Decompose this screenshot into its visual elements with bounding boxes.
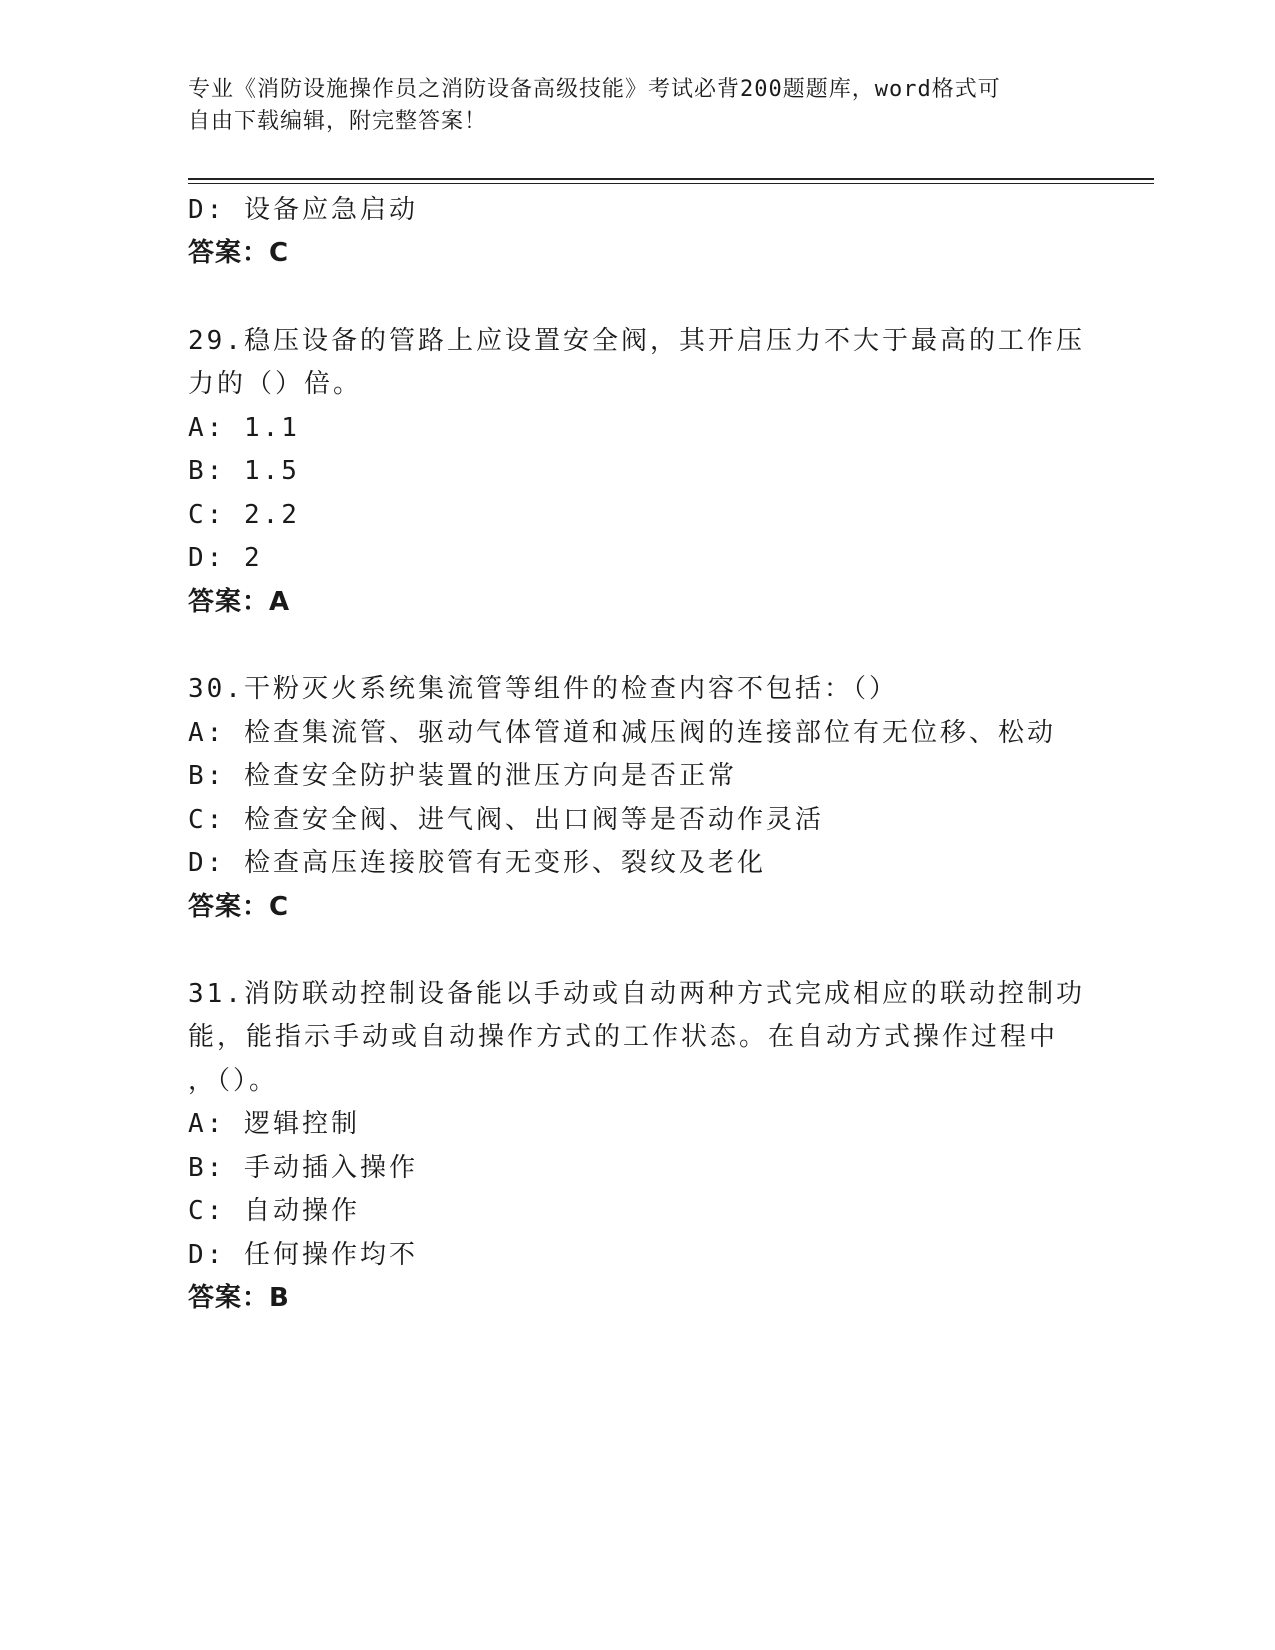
q29-option-a: A: 1.1	[188, 413, 300, 443]
q30-option-c: C: 检查安全阀、进气阀、出口阀等是否动作灵活	[188, 805, 824, 835]
q29-option-d: D: 2	[188, 543, 263, 573]
header-line-2: 自由下载编辑，附完整答案！	[188, 109, 488, 134]
q31-option-b: B: 手动插入操作	[188, 1153, 418, 1183]
document-header	[188, 74, 1088, 138]
q29-text-line-1: 29.稳压设备的管路上应设置安全阀，其开启压力不大于最高的工作压	[188, 326, 1085, 356]
q30-option-d: D: 检查高压连接胶管有无变形、裂纹及老化	[188, 848, 766, 878]
q31-option-a: A: 逻辑控制	[188, 1109, 360, 1139]
q31-option-d: D: 任何操作均不	[188, 1240, 418, 1270]
prev-option-d: D: 设备应急启动	[188, 195, 418, 225]
q31-text-line-2: 能，能指示手动或自动操作方式的工作状态。在自动方式操作过程中	[188, 1022, 1059, 1052]
header-divider-thin	[188, 183, 1154, 184]
q30-option-a: A: 检查集流管、驱动气体管道和减压阀的连接部位有无位移、松动	[188, 718, 1056, 748]
header-line-1: 专业《消防设施操作员之消防设备高级技能》考试必背200题题库，word格式可	[188, 77, 1001, 102]
q29-option-c: C: 2.2	[188, 500, 300, 530]
q31-text-line-3: ，（）。	[188, 1066, 279, 1096]
q30-answer: 答案：C	[188, 892, 290, 922]
q30-text-line-1: 30.干粉灭火系统集流管等组件的检查内容不包括：（）	[188, 674, 898, 704]
q31-answer: 答案：B	[188, 1283, 290, 1313]
q31-text-line-1: 31.消防联动控制设备能以手动或自动两种方式完成相应的联动控制功	[188, 979, 1085, 1009]
prev-answer: 答案：C	[188, 238, 290, 268]
header-divider-thick	[188, 178, 1154, 180]
q29-answer: 答案：A	[188, 587, 291, 617]
q31-option-c: C: 自动操作	[188, 1196, 360, 1226]
q29-text-line-2: 力的（）倍。	[188, 369, 363, 399]
q29-option-b: B: 1.5	[188, 456, 300, 486]
q30-option-b: B: 检查安全防护装置的泄压方向是否正常	[188, 761, 737, 791]
